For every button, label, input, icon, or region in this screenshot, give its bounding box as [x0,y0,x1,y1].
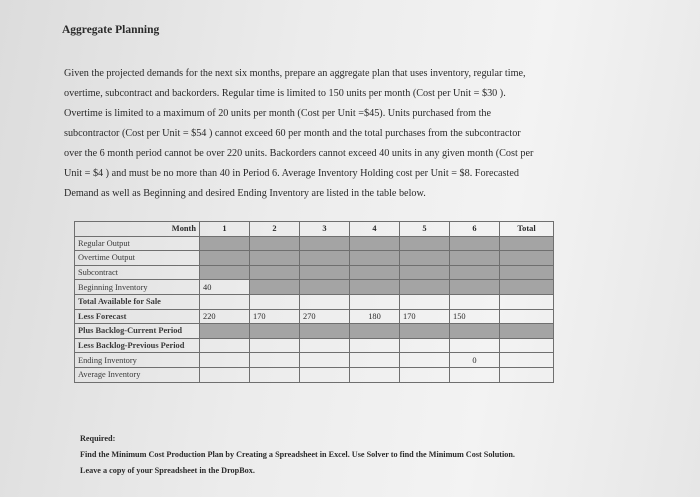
table-cell [450,280,500,295]
problem-statement [64,64,589,204]
row-label-less-forecast: Less Forecast [75,309,200,324]
month-5-header: 5 [400,222,450,237]
table-cell [450,236,500,251]
table-cell [450,265,500,280]
table-cell [400,338,450,353]
table-cell [200,353,250,368]
table-cell [400,324,450,339]
table-row [75,280,554,295]
table-cell [350,294,400,309]
table-row [75,309,554,324]
row-label-beginning-inventory: Beginning Inventory [75,280,200,295]
table-cell [250,251,300,266]
table-row [75,338,554,353]
table-cell [400,280,450,295]
table-cell [450,367,500,382]
row-label-subcontract: Subcontract [75,265,200,280]
row-label-ending-inventory: Ending Inventory [75,353,200,368]
table-row [75,251,554,266]
table-cell [400,294,450,309]
paragraph-line: Overtime is limited to a maximum of 20 units per month (Cost per Unit =$45). Units purchased from the [64,108,492,119]
table-cell [300,251,350,266]
table-cell [350,338,400,353]
table-cell [250,265,300,280]
table-cell [450,324,500,339]
table-cell [300,294,350,309]
forecast-month-1: 220 [200,309,250,324]
aggregate-plan-table [74,221,554,383]
required-line: Find the Minimum Cost Production Plan by Creating a Spreadsheet in Excel. Use Solver to find the Minimum Cost Solution. [80,450,515,459]
table-cell [250,324,300,339]
table-cell [500,280,554,295]
table-cell [350,280,400,295]
month-6-header: 6 [450,222,500,237]
table-cell [250,236,300,251]
table-cell [350,265,400,280]
paragraph-line: Given the projected demands for the next six months, prepare an aggregate plan that uses inventory, regular time, [64,68,526,79]
table-cell [300,353,350,368]
table-row [75,265,554,280]
table-cell [400,236,450,251]
table-cell [300,367,350,382]
table-cell [350,236,400,251]
row-label-less-backlog-previous: Less Backlog-Previous Period [75,338,200,353]
table-row [75,324,554,339]
forecast-month-4: 180 [350,309,400,324]
row-label-overtime-output: Overtime Output [75,251,200,266]
table-cell [350,353,400,368]
table-header-row [75,222,554,237]
ending-inventory-month-6: 0 [450,353,500,368]
table-cell [500,265,554,280]
table-cell [400,265,450,280]
month-2-header: 2 [250,222,300,237]
table-row [75,353,554,368]
paragraph-line: overtime, subcontract and backorders. Regular time is limited to 150 units per month (Cost per Unit = $30 ). [64,88,506,99]
table-cell [450,251,500,266]
table-cell [400,251,450,266]
table-cell [200,367,250,382]
month-1-header: 1 [200,222,250,237]
table-cell [250,280,300,295]
row-label-regular-output: Regular Output [75,236,200,251]
table-cell [450,338,500,353]
table-cell [200,324,250,339]
table-cell [350,324,400,339]
table-cell [300,324,350,339]
row-label-plus-backlog-current: Plus Backlog-Current Period [75,324,200,339]
row-label-total-available: Total Available for Sale [75,294,200,309]
page-title: Aggregate Planning [62,24,160,36]
forecast-month-3: 270 [300,309,350,324]
table-cell [400,367,450,382]
table-cell [300,236,350,251]
table-cell [500,251,554,266]
table-cell [300,265,350,280]
table-cell [400,353,450,368]
table-cell [200,294,250,309]
paragraph-line: Demand as well as Beginning and desired Ending Inventory are listed in the table below. [64,188,426,199]
table-cell [250,353,300,368]
month-header: Month [75,222,200,237]
table-cell [500,367,554,382]
table-row [75,294,554,309]
month-3-header: 3 [300,222,350,237]
table-cell [200,251,250,266]
row-label-average-inventory: Average Inventory [75,367,200,382]
table-cell [500,309,554,324]
table-cell [350,251,400,266]
table-cell [300,338,350,353]
table-row [75,367,554,382]
table-cell [350,367,400,382]
paragraph-line: over the 6 month period cannot be over 220 units. Backorders cannot exceed 40 units in any given month (Cost per [64,148,534,159]
table-cell [250,367,300,382]
table-cell [300,280,350,295]
beginning-inventory-month-1: 40 [200,280,250,295]
table-cell [500,338,554,353]
table-cell [200,265,250,280]
table-cell [500,324,554,339]
table-cell [450,294,500,309]
paragraph-line: Unit = $4 ) and must be no more than 40 in Period 6. Average Inventory Holding cost per Unit = $8. Forecasted [64,168,519,179]
table-row [75,236,554,251]
table-cell [250,338,300,353]
required-heading: Required: [80,434,116,443]
required-section [80,431,515,479]
table-cell [500,294,554,309]
required-line: Leave a copy of your Spreadsheet in the DropBox. [80,466,255,475]
forecast-month-2: 170 [250,309,300,324]
total-header: Total [500,222,554,237]
paragraph-line: subcontractor (Cost per Unit = $54 ) cannot exceed 60 per month and the total purchases from the subcontractor [64,128,521,139]
table-cell [200,236,250,251]
forecast-month-5: 170 [400,309,450,324]
table-cell [500,353,554,368]
forecast-month-6: 150 [450,309,500,324]
table-cell [200,338,250,353]
month-4-header: 4 [350,222,400,237]
table-cell [250,294,300,309]
table-cell [500,236,554,251]
